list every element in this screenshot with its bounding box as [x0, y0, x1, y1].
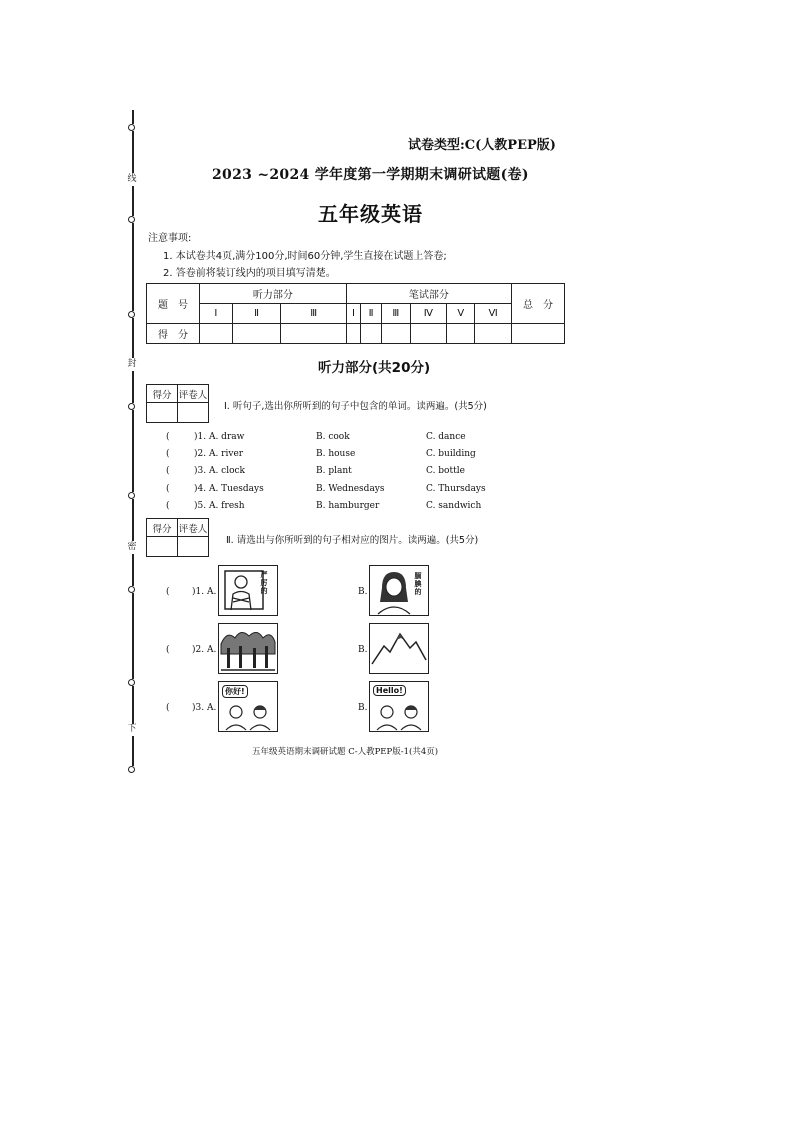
option-c[interactable]: C. bottle	[426, 466, 465, 476]
score-cell[interactable]	[346, 324, 360, 344]
option-b[interactable]: B. plant	[316, 466, 352, 476]
section1-instruction: Ⅰ. 听句子,选出你所听到的句子中包含的单词。读两遍。(共5分)	[224, 401, 487, 412]
total-header: 总 分	[512, 284, 565, 324]
score-cell[interactable]	[382, 324, 410, 344]
picture-question-row	[166, 565, 566, 621]
greeting-chinese-picture[interactable]	[218, 681, 278, 732]
grader-reviewer-label: 评卷人	[178, 385, 209, 403]
note-item: 1. 本试卷共4页,满分100分,时间60分钟,学生直接在试题上答卷;	[163, 251, 447, 262]
shy-label: 腼腆的	[414, 572, 422, 596]
picture-question-row	[166, 681, 566, 737]
option-a[interactable]: )3. A. clock	[194, 466, 246, 476]
written-col: Ⅳ	[410, 304, 447, 324]
listening-header: 听力部分	[200, 284, 347, 304]
answer-bracket[interactable]: (	[166, 645, 170, 655]
written-col: Ⅰ	[346, 304, 360, 324]
grader-reviewer-cell[interactable]	[178, 403, 209, 423]
binding-line	[127, 110, 139, 780]
speech-bubble: 你好!	[222, 685, 248, 698]
option-a-label[interactable]: )1. A.	[192, 587, 217, 597]
row-label-question: 题 号	[147, 284, 200, 324]
exam-title: 2023 ~2024 学年度第一学期期末调研试题(卷)	[212, 167, 529, 183]
option-b-label[interactable]: B.	[358, 587, 368, 597]
option-c[interactable]: C. sandwich	[426, 501, 482, 511]
grader-score-cell[interactable]	[147, 403, 178, 423]
grader-score-label: 得分	[147, 519, 178, 537]
option-b[interactable]: B. cook	[316, 432, 350, 442]
option-c[interactable]: C. dance	[426, 432, 466, 442]
binding-char-mi: 密	[127, 542, 137, 552]
paper-type: 试卷类型:C(人教PEP版)	[408, 138, 556, 153]
stern-label: 严厉的	[260, 571, 268, 595]
note-item: 2. 答卷前将装订线内的项目填写清楚。	[163, 268, 336, 279]
answer-bracket[interactable]: (	[166, 466, 170, 476]
option-b-label[interactable]: B.	[358, 703, 368, 713]
score-table	[146, 283, 565, 344]
mountain-drawing	[370, 624, 428, 673]
option-b[interactable]: B. house	[316, 449, 356, 459]
grader-score-cell[interactable]	[147, 537, 178, 557]
forest-picture[interactable]	[218, 623, 278, 674]
grader-reviewer-cell[interactable]	[178, 537, 209, 557]
picture-question-row	[166, 623, 566, 679]
grader-score-label: 得分	[147, 385, 178, 403]
page-footer: 五年级英语期末调研试题 C-人教PEP版-1(共4页)	[252, 747, 439, 757]
grader-reviewer-label: 评卷人	[178, 519, 209, 537]
row-label-score: 得 分	[147, 324, 200, 344]
grader-box	[146, 384, 209, 423]
notes-heading: 注意事项:	[148, 233, 192, 244]
written-col: Ⅱ	[361, 304, 382, 324]
answer-bracket[interactable]: (	[166, 587, 170, 597]
score-cell[interactable]	[447, 324, 475, 344]
binding-char-xia: 下	[127, 724, 137, 734]
option-a[interactable]: )5. A. fresh	[194, 501, 245, 511]
binding-char-feng: 封	[127, 359, 137, 369]
option-a-label[interactable]: )2. A.	[192, 645, 217, 655]
question-row	[166, 484, 566, 498]
listening-col: Ⅱ	[232, 304, 281, 324]
answer-bracket[interactable]: (	[166, 703, 170, 713]
score-cell[interactable]	[281, 324, 346, 344]
question-row	[166, 432, 566, 446]
option-a[interactable]: )2. A. river	[194, 449, 244, 459]
listening-col: Ⅲ	[281, 304, 346, 324]
option-c[interactable]: C. Thursdays	[426, 484, 486, 494]
option-a[interactable]: )1. A. draw	[194, 432, 245, 442]
option-a[interactable]: )4. A. Tuesdays	[194, 484, 264, 494]
total-score-cell[interactable]	[512, 324, 565, 344]
forest-drawing	[219, 624, 277, 673]
subject-title: 五年级英语	[318, 202, 423, 226]
written-col: Ⅴ	[447, 304, 475, 324]
answer-bracket[interactable]: (	[166, 501, 170, 511]
question-row	[166, 501, 566, 515]
score-cell[interactable]	[200, 324, 233, 344]
answer-bracket[interactable]: (	[166, 432, 170, 442]
listening-col: Ⅰ	[200, 304, 233, 324]
score-cell[interactable]	[361, 324, 382, 344]
answer-bracket[interactable]: (	[166, 449, 170, 459]
written-col: Ⅲ	[382, 304, 410, 324]
option-b[interactable]: B. hamburger	[316, 501, 380, 511]
written-header: 笔试部分	[346, 284, 511, 304]
option-a-label[interactable]: )3. A.	[192, 703, 217, 713]
shy-girl-picture[interactable]	[369, 565, 429, 616]
option-b[interactable]: B. Wednesdays	[316, 484, 385, 494]
speech-bubble: Hello!	[373, 685, 406, 696]
section2-instruction: Ⅱ. 请选出与你所听到的句子相对应的图片。读两遍。(共5分)	[226, 535, 479, 546]
mountain-picture[interactable]	[369, 623, 429, 674]
binding-char-xian: 线	[127, 174, 137, 184]
answer-bracket[interactable]: (	[166, 484, 170, 494]
grader-box	[146, 518, 209, 557]
question-row	[166, 449, 566, 463]
score-cell[interactable]	[475, 324, 512, 344]
option-c[interactable]: C. building	[426, 449, 476, 459]
score-cell[interactable]	[232, 324, 281, 344]
option-b-label[interactable]: B.	[358, 645, 368, 655]
listening-part-title: 听力部分(共20分)	[318, 360, 431, 376]
question-row	[166, 466, 566, 480]
stern-teacher-picture[interactable]	[218, 565, 278, 616]
score-cell[interactable]	[410, 324, 447, 344]
written-col: Ⅵ	[475, 304, 512, 324]
greeting-english-picture[interactable]	[369, 681, 429, 732]
